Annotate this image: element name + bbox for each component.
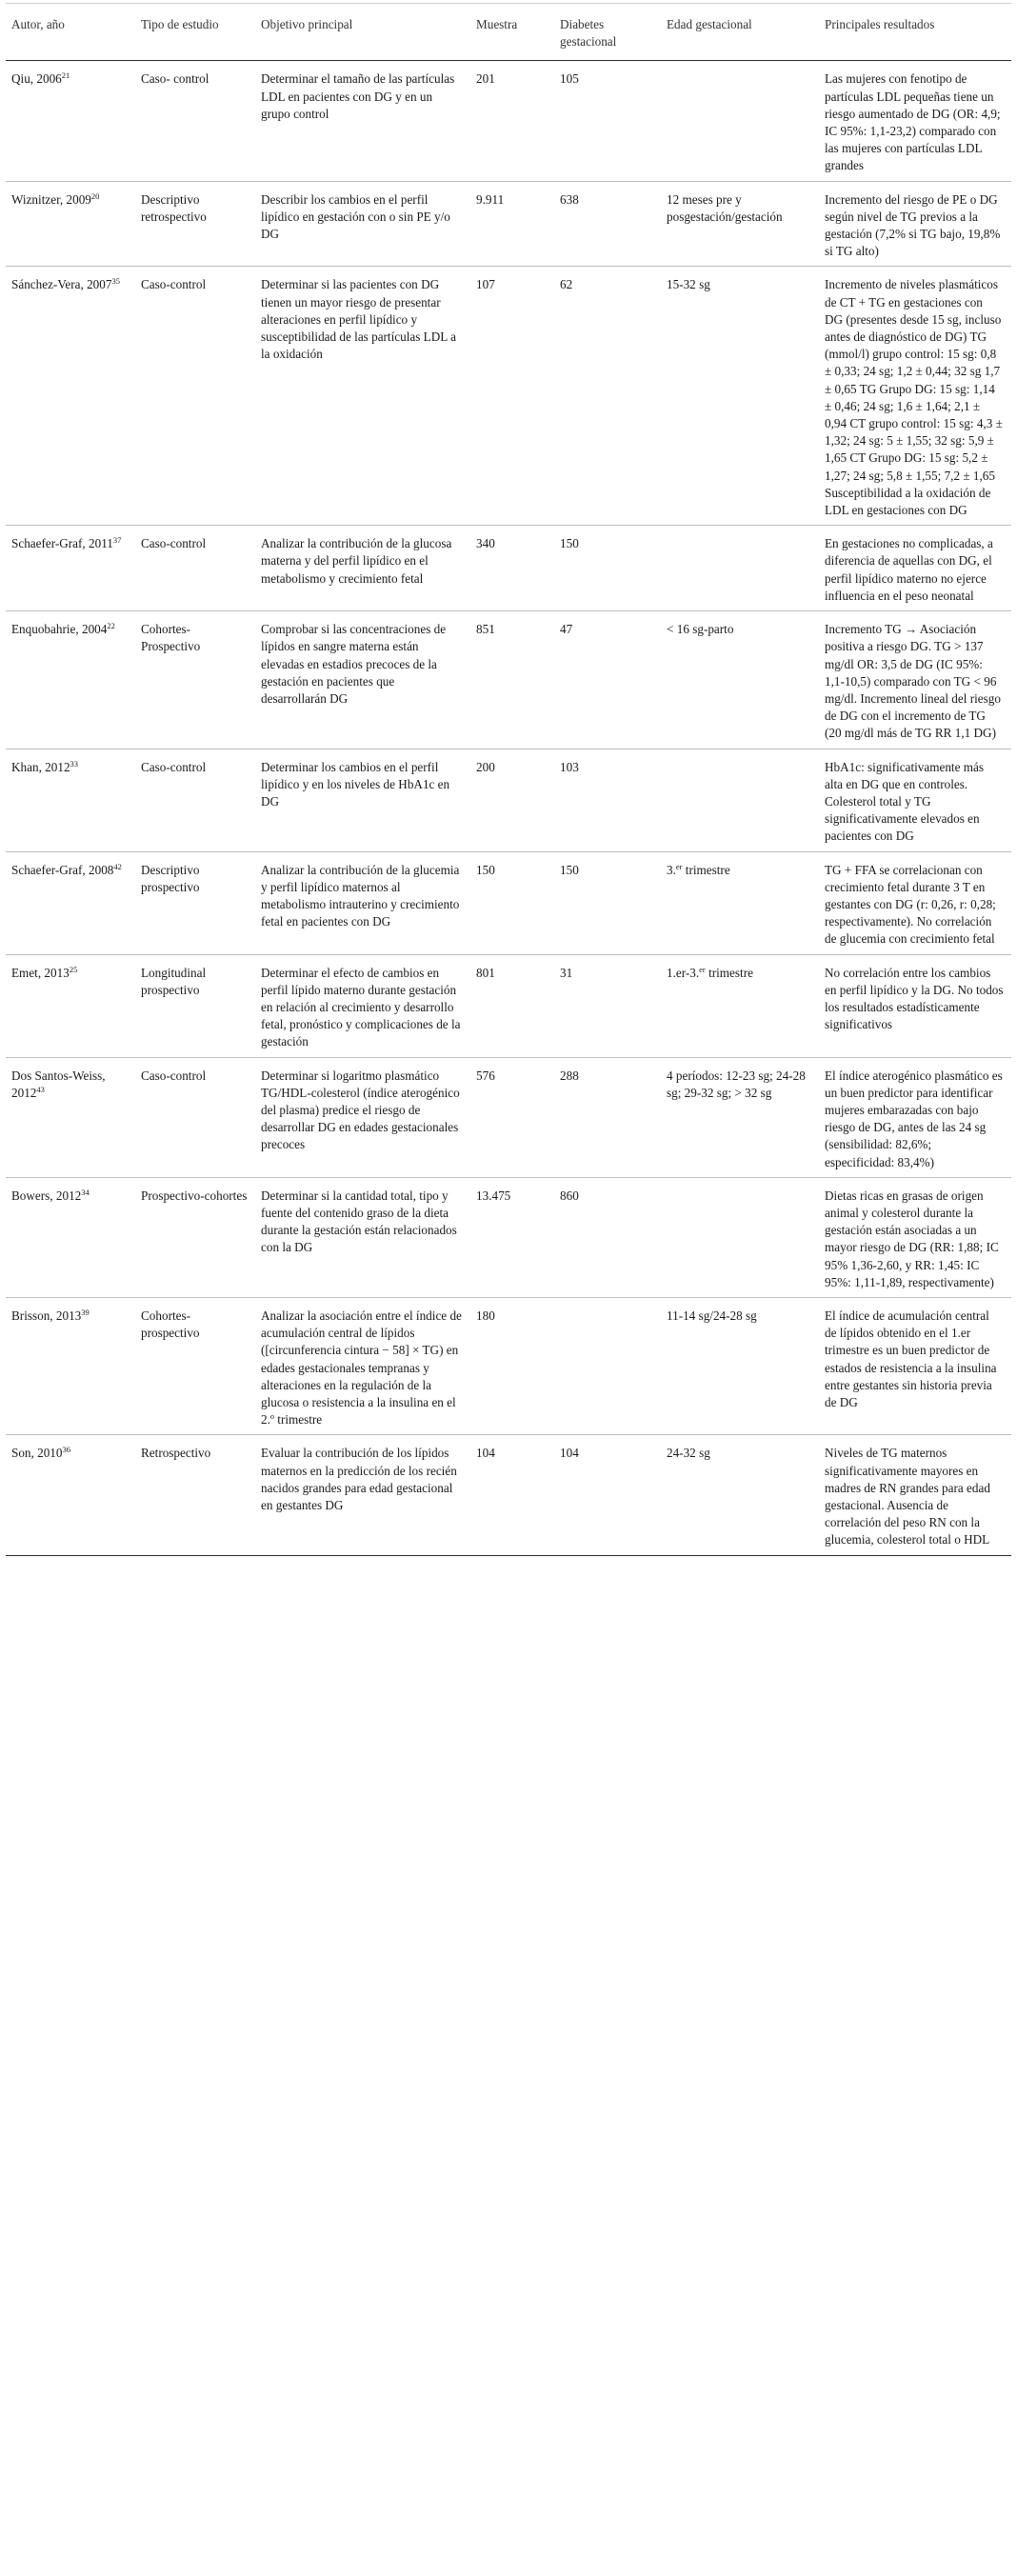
table-row bbox=[6, 267, 1011, 526]
cell-gestational-diabetes-text: 47 bbox=[560, 622, 573, 637]
cell-objective-text: Evaluar la contribución de los lípidos maternos en la predicción de los recién nacidos grandes para edad gestacional en gestantes DG bbox=[261, 1446, 457, 1513]
gestational-age-text: 12 meses pre y posgestación/gestación bbox=[667, 191, 783, 224]
author-text: Brisson, 2013 bbox=[11, 1308, 82, 1323]
results-text: En gestaciones no complicadas, a diferencia de aquellas con DG, el perfil lipídico materno no ejerce influencia en el peso neonatal bbox=[825, 536, 993, 603]
reference-number: 33 bbox=[70, 758, 79, 769]
cell-gestational-age bbox=[661, 181, 819, 267]
cell-gestational-diabetes bbox=[554, 267, 661, 526]
results-text: Incremento de niveles plasmáticos de CT + TG en gestaciones con DG (presentes desde 15 sg, incluso antes de diagnóstico de DG) TG (mmol/l) grupo control: 15 sg: 0,8 ± 0,33; 24 sg; 1,2 ± 0,44; 32 sg 1,7 ± 0,65 TG Grupo DG: 15 sg: 1,14 ± 0,46; 24 sg; 1,6 ± 1,64; 2,1 ± 0,94 CT grupo control: 15 sg: 4,3 ± 1,32; 24 sg: 5 ± 1,55; 32 sg: 5,9 ± 1,65 CT Grupo DG: 15 sg: 5,2 ± 1,27; 24 sg; 5,8 ± 1,55; 7,2 ± 1,65 Susceptibilidad a la oxidación de LDL en gestaciones con DG bbox=[825, 277, 1003, 518]
header-row bbox=[6, 4, 1011, 61]
author-text: Dos Santos-Weiss, 2012 bbox=[11, 1068, 106, 1100]
cell-sample bbox=[470, 526, 554, 611]
cell-study-type-text: Cohortes-prospectivo bbox=[141, 1308, 200, 1341]
cell-author bbox=[6, 1177, 135, 1297]
cell-results bbox=[819, 181, 1011, 267]
cell-objective-text: Describir los cambios en el perfil lipídico en gestación con o sin PE y/o DG bbox=[261, 191, 450, 242]
table-body bbox=[6, 61, 1011, 1555]
cell-sample bbox=[470, 1177, 554, 1297]
cell-study-type-text: Descriptivo retrospectivo bbox=[141, 191, 207, 224]
cell-gestational-diabetes-text: 103 bbox=[560, 759, 579, 774]
cell-sample bbox=[470, 61, 554, 181]
cell-sample bbox=[470, 749, 554, 851]
table-row bbox=[6, 61, 1011, 181]
author-text: Wiznitzer, 2009 bbox=[11, 191, 91, 207]
gestational-age-text: 11-14 sg/24-28 sg bbox=[667, 1308, 757, 1323]
cell-gestational-diabetes-text: 105 bbox=[560, 71, 579, 87]
reference-number: 37 bbox=[112, 535, 122, 546]
gestational-age-text: 4 períodos: 12-23 sg; 24-28 sg; 29-32 sg; > 32 sg bbox=[667, 1068, 806, 1100]
author-text: Sánchez-Vera, 2007 bbox=[11, 277, 112, 292]
cell-study-type-text: Longitudinal prospectivo bbox=[141, 965, 207, 997]
results-text: Incremento TG → Asociación positiva a riesgo DG. TG > 137 mg/dl OR: 3,5 de DG (IC 95%: 1,1-10,5) comparado con TG < 96 mg/dl. Incremento lineal del riesgo de DG con el incremento de TG (20 mg/dl más de TG RR 1,1 DG) bbox=[825, 622, 1001, 741]
gestational-age-text: < 16 sg-parto bbox=[667, 622, 734, 637]
cell-author bbox=[6, 611, 135, 749]
cell-gestational-diabetes bbox=[554, 954, 661, 1057]
cell-gestational-diabetes bbox=[554, 1435, 661, 1555]
gestational-age-text: 1.er-3. bbox=[667, 965, 700, 980]
table-row bbox=[6, 526, 1011, 611]
table-row bbox=[6, 1057, 1011, 1177]
cell-objective-text: Analizar la contribución de la glucosa materna y del perfil lipídico en el metabolismo y crecimiento fetal bbox=[261, 536, 452, 586]
gestational-age-tail: trimestre bbox=[682, 862, 730, 877]
cell-gestational-diabetes-text: 860 bbox=[560, 1188, 579, 1203]
cell-study-type-text: Descriptivo prospectivo bbox=[141, 862, 200, 894]
cell-study-type bbox=[135, 611, 255, 749]
cell-results bbox=[819, 267, 1011, 526]
cell-objective bbox=[255, 61, 470, 181]
reference-number: 43 bbox=[36, 1084, 45, 1094]
cell-gestational-diabetes-text: 288 bbox=[560, 1068, 579, 1083]
cell-gestational-diabetes bbox=[554, 749, 661, 851]
cell-sample bbox=[470, 267, 554, 526]
cell-results bbox=[819, 1177, 1011, 1297]
cell-author bbox=[6, 749, 135, 851]
table-row bbox=[6, 1435, 1011, 1555]
cell-objective bbox=[255, 611, 470, 749]
gestational-age-tail: trimestre bbox=[705, 965, 753, 980]
cell-gestational-diabetes bbox=[554, 1177, 661, 1297]
cell-study-type-text: Caso-control bbox=[141, 759, 207, 774]
cell-author bbox=[6, 1435, 135, 1555]
cell-author bbox=[6, 851, 135, 954]
table-row bbox=[6, 1298, 1011, 1435]
cell-study-type bbox=[135, 1298, 255, 1435]
ordinal-suffix: er bbox=[699, 964, 706, 974]
cell-study-type-text: Prospectivo-cohortes bbox=[141, 1188, 248, 1203]
table-row bbox=[6, 181, 1011, 267]
author-text: Enquobahrie, 2004 bbox=[11, 622, 108, 637]
cell-gestational-diabetes bbox=[554, 1298, 661, 1435]
cell-gestational-diabetes bbox=[554, 526, 661, 611]
results-text: No correlación entre los cambios en perfil lipídico y la DG. No todos los resultados estadísticamente significativos bbox=[825, 965, 1004, 1032]
table-row bbox=[6, 749, 1011, 851]
cell-results bbox=[819, 611, 1011, 749]
cell-objective-text: Determinar si las pacientes con DG tienen un mayor riesgo de presentar alteraciones en perfil lipídico y susceptibilidad de las partículas LDL a la oxidación bbox=[261, 277, 456, 362]
cell-sample-text: 104 bbox=[476, 1446, 495, 1461]
cell-gestational-diabetes bbox=[554, 61, 661, 181]
cell-sample-text: 801 bbox=[476, 965, 495, 980]
cell-gestational-diabetes-text: 150 bbox=[560, 862, 579, 877]
cell-author bbox=[6, 267, 135, 526]
reference-number: 25 bbox=[69, 964, 78, 974]
cell-author bbox=[6, 181, 135, 267]
cell-objective-text: Determinar los cambios en el perfil lipídico y en los niveles de HbA1c en DG bbox=[261, 759, 450, 809]
gestational-age-text: 3. bbox=[667, 862, 676, 877]
results-text: El índice de acumulación central de lípidos obtenido en el 1.er trimestre es un buen predictor de estados de resistencia a la insulina entre gestantes sin historia previa de DG bbox=[825, 1308, 997, 1410]
gestational-age-text: 15-32 sg bbox=[667, 277, 710, 292]
cell-sample bbox=[470, 1057, 554, 1177]
cell-sample-text: 200 bbox=[476, 759, 495, 774]
cell-study-type bbox=[135, 1057, 255, 1177]
cell-study-type bbox=[135, 851, 255, 954]
cell-gestational-diabetes bbox=[554, 181, 661, 267]
results-text: Niveles de TG maternos significativamente mayores en madres de RN grandes para edad gestacional. Ausencia de correlación del peso RN con la glucemia, colesterol total o HDL bbox=[825, 1446, 990, 1548]
cell-objective bbox=[255, 954, 470, 1057]
cell-study-type-text: Caso-control bbox=[141, 536, 207, 551]
reference-number: 36 bbox=[62, 1445, 70, 1455]
cell-objective-text: Analizar la contribución de la glucemia y perfil lipídico maternos al metabolismo intrauterino y crecimiento fetal en pacientes con DG bbox=[261, 862, 460, 929]
cell-gestational-diabetes bbox=[554, 1057, 661, 1177]
cell-sample bbox=[470, 611, 554, 749]
cell-results bbox=[819, 954, 1011, 1057]
reference-number: 34 bbox=[81, 1187, 90, 1197]
cell-study-type bbox=[135, 267, 255, 526]
cell-results bbox=[819, 1298, 1011, 1435]
results-text: El índice aterogénico plasmático es un buen predictor para identificar mujeres embarazadas con bajo riesgo de DG, antes de las 24 sg (sensibilidad: 82,6%; especificidad: 83,4%) bbox=[825, 1068, 1003, 1169]
cell-sample-text: 107 bbox=[476, 277, 495, 292]
cell-objective bbox=[255, 1435, 470, 1555]
cell-gestational-age bbox=[661, 61, 819, 181]
cell-gestational-age bbox=[661, 1298, 819, 1435]
cell-study-type bbox=[135, 1177, 255, 1297]
cell-objective bbox=[255, 1057, 470, 1177]
cell-author bbox=[6, 61, 135, 181]
cell-study-type-text: Caso-control bbox=[141, 277, 207, 292]
cell-gestational-age bbox=[661, 1435, 819, 1555]
cell-gestational-diabetes-text: 104 bbox=[560, 1446, 579, 1461]
table-row bbox=[6, 611, 1011, 749]
author-text: Schaefer-Graf, 2008 bbox=[11, 862, 114, 877]
author-text: Son, 2010 bbox=[11, 1446, 63, 1461]
cell-objective bbox=[255, 267, 470, 526]
cell-sample-text: 13.475 bbox=[476, 1188, 511, 1203]
cell-objective-text: Analizar la asociación entre el índice de acumulación central de lípidos ([circunferencia cintura − 58] × TG) en edades gestacionales tempranas y alteraciones en la regulación de la glucosa o resistencia a la insulina en el 2.º trimestre bbox=[261, 1308, 462, 1428]
header-author: Autor, año bbox=[6, 4, 135, 61]
cell-objective bbox=[255, 181, 470, 267]
cell-results bbox=[819, 851, 1011, 954]
cell-results bbox=[819, 1057, 1011, 1177]
cell-gestational-diabetes bbox=[554, 611, 661, 749]
cell-study-type bbox=[135, 749, 255, 851]
cell-study-type bbox=[135, 61, 255, 181]
header-gestational-age: Edad gestacional bbox=[661, 4, 819, 61]
cell-results bbox=[819, 526, 1011, 611]
cell-study-type-text: Caso-control bbox=[141, 1068, 207, 1083]
cell-gestational-diabetes bbox=[554, 851, 661, 954]
reference-number: 22 bbox=[107, 621, 115, 631]
cell-study-type bbox=[135, 526, 255, 611]
cell-study-type-text: Caso- control bbox=[141, 71, 209, 87]
results-text: Incremento del riesgo de PE o DG según nivel de TG previos a la gestación (7,2% si TG bajo, 19,8% si TG alto) bbox=[825, 191, 1001, 259]
cell-gestational-age bbox=[661, 267, 819, 526]
cell-gestational-age bbox=[661, 1177, 819, 1297]
cell-objective-text: Determinar si logaritmo plasmático TG/HDL-colesterol (índice aterogénico del plasma) predice el riesgo de desarrollar DG en edades gestacionales precoces bbox=[261, 1068, 460, 1152]
cell-gestational-diabetes-text: 638 bbox=[560, 191, 579, 207]
cell-gestational-age bbox=[661, 749, 819, 851]
results-text: Las mujeres con fenotipo de partículas LDL pequeñas tiene un riesgo aumentado de DG (OR: 4,9; IC 95%: 1,1-23,2) comparado con las mujeres con partículas LDL grandes bbox=[825, 71, 1001, 173]
results-text: Dietas ricas en grasas de origen animal y colesterol durante la gestación están asociadas a un mayor riesgo de DG (RR: 1,88; IC 95% 1,36-2,60, y RR: 1,45: IC 95%: 1,11-1,89, respectivamente) bbox=[825, 1188, 999, 1289]
cell-objective-text: Comprobar si las concentraciones de lípidos en sangre materna están elevadas en estadios precoces de la gestación en pacientes que desarrollarán DG bbox=[261, 622, 447, 706]
header-results: Principales resultados bbox=[819, 4, 1011, 61]
table-row bbox=[6, 851, 1011, 954]
cell-objective bbox=[255, 749, 470, 851]
cell-sample bbox=[470, 954, 554, 1057]
cell-study-type-text: Retrospectivo bbox=[141, 1446, 211, 1461]
reference-number: 42 bbox=[113, 861, 122, 871]
header-sample: Muestra bbox=[470, 4, 554, 61]
cell-study-type bbox=[135, 954, 255, 1057]
cell-objective bbox=[255, 1298, 470, 1435]
reference-number: 35 bbox=[111, 276, 120, 287]
table-row bbox=[6, 954, 1011, 1057]
cell-objective bbox=[255, 1177, 470, 1297]
cell-sample bbox=[470, 851, 554, 954]
cell-gestational-diabetes-text: 62 bbox=[560, 277, 573, 292]
author-text: Qiu, 2006 bbox=[11, 71, 62, 87]
results-text: HbA1c: significativamente más alta en DG que en controles. Colesterol total y TG significativamente elevados en pacientes con DG bbox=[825, 759, 984, 844]
cell-results bbox=[819, 749, 1011, 851]
cell-gestational-age bbox=[661, 851, 819, 954]
cell-study-type-text: Cohortes-Prospectivo bbox=[141, 622, 201, 654]
cell-sample-text: 340 bbox=[476, 536, 495, 551]
cell-objective-text: Determinar el tamaño de las partículas LDL en pacientes con DG y en un grupo control bbox=[261, 71, 455, 121]
header-objective: Objetivo principal bbox=[255, 4, 470, 61]
gestational-age-text: 24-32 sg bbox=[667, 1446, 710, 1461]
reference-number: 39 bbox=[81, 1308, 90, 1317]
cell-sample bbox=[470, 181, 554, 267]
cell-objective-text: Determinar si la cantidad total, tipo y fuente del contenido graso de la dieta durante la gestación están relacionados con la DG bbox=[261, 1188, 457, 1255]
cell-study-type bbox=[135, 181, 255, 267]
cell-sample bbox=[470, 1298, 554, 1435]
cell-sample-text: 9.911 bbox=[476, 191, 505, 207]
reference-number: 21 bbox=[61, 70, 70, 81]
cell-gestational-age bbox=[661, 954, 819, 1057]
cell-sample-text: 851 bbox=[476, 622, 495, 637]
cell-sample-text: 201 bbox=[476, 71, 495, 87]
author-text: Bowers, 2012 bbox=[11, 1188, 82, 1203]
cell-sample-text: 576 bbox=[476, 1068, 495, 1083]
cell-gestational-age bbox=[661, 1057, 819, 1177]
cell-gestational-diabetes-text: 150 bbox=[560, 536, 579, 551]
cell-author bbox=[6, 526, 135, 611]
cell-results bbox=[819, 1435, 1011, 1555]
header-gestational-diabetes: Diabetes gestacional bbox=[554, 4, 661, 61]
cell-author bbox=[6, 1298, 135, 1435]
cell-sample-text: 150 bbox=[476, 862, 495, 877]
cell-gestational-age bbox=[661, 611, 819, 749]
cell-author bbox=[6, 954, 135, 1057]
author-text: Khan, 2012 bbox=[11, 759, 70, 774]
cell-sample-text: 180 bbox=[476, 1308, 495, 1323]
cell-results bbox=[819, 61, 1011, 181]
author-text: Schaefer-Graf, 2011 bbox=[11, 536, 113, 551]
header-study-type: Tipo de estudio bbox=[135, 4, 255, 61]
studies-table bbox=[6, 3, 1011, 1556]
cell-gestational-diabetes-text: 31 bbox=[560, 965, 573, 980]
cell-objective bbox=[255, 851, 470, 954]
cell-sample bbox=[470, 1435, 554, 1555]
cell-study-type bbox=[135, 1435, 255, 1555]
reference-number: 20 bbox=[90, 190, 100, 201]
table-header bbox=[6, 4, 1011, 61]
results-text: TG + FFA se correlacionan con crecimiento fetal durante 3 T en gestantes con DG (r: 0,26, r: 0,28; respectivamente). No correlación de glucemia con crecimiento fetal bbox=[825, 862, 996, 947]
cell-author bbox=[6, 1057, 135, 1177]
cell-objective bbox=[255, 526, 470, 611]
table-row bbox=[6, 1177, 1011, 1297]
author-text: Emet, 2013 bbox=[11, 965, 70, 980]
cell-gestational-age bbox=[661, 526, 819, 611]
cell-objective-text: Determinar el efecto de cambios en perfil lípido materno durante gestación en relación al crecimiento y desarrollo fetal, pronóstico y complicaciones de la gestación bbox=[261, 965, 461, 1049]
ordinal-suffix: er bbox=[675, 861, 683, 871]
